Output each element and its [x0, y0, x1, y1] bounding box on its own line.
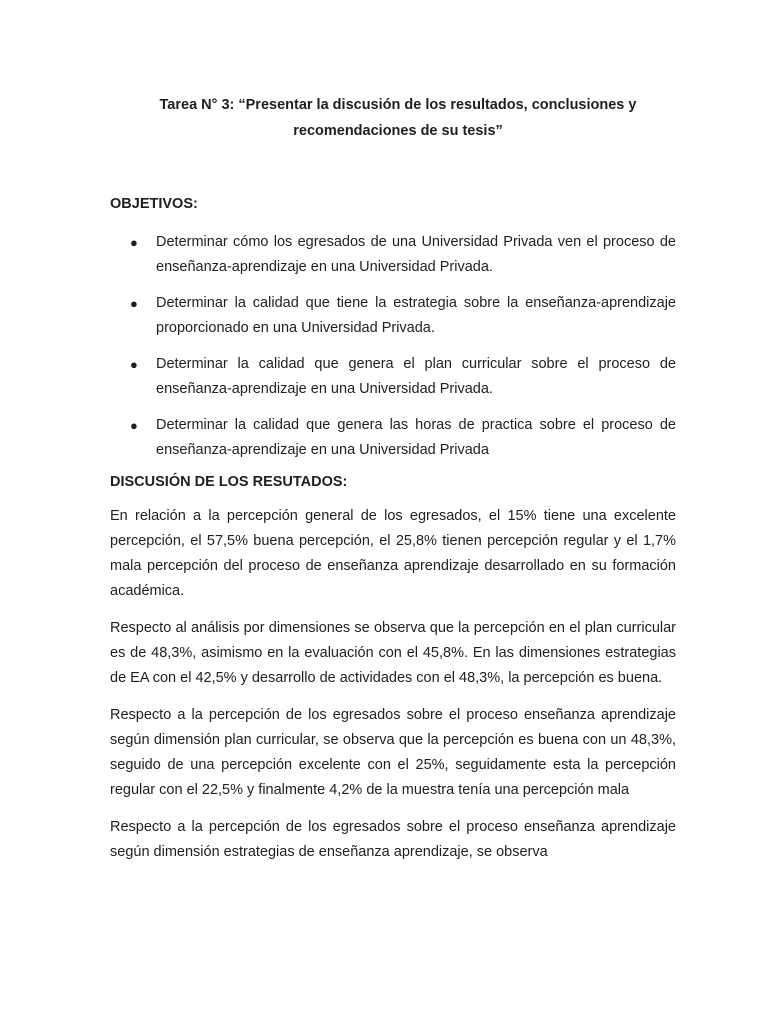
objective-text: Determinar cómo los egresados de una Universidad Privada ven el proceso de enseñanza-aprendizaje en una Universidad Privada. [156, 234, 676, 275]
objectives-list [110, 230, 676, 463]
discussion-paragraph: Respecto a la percepción de los egresados sobre el proceso enseñanza aprendizaje según dimensión plan curricular, se observa que la percepción es buena con un 48,3%, seguido de una percepción excelente con el 25%, seguidamente esta la percepción regular con el 22,5% y finalmente 4,2% de la muestra tenía una percepción mala [110, 707, 676, 798]
objective-item [110, 230, 676, 280]
discussion-paragraph: Respecto al análisis por dimensiones se observa que la percepción en el plan curricular es de 48,3%, asimismo en la evaluación con el 45,8%. En las dimensiones estrategias de EA con el 42,5% y desarrollo de actividades con el 48,3%, la percepción es buena. [110, 620, 676, 686]
discussion-paragraph: Respecto a la percepción de los egresados sobre el proceso enseñanza aprendizaje según dimensión estrategias de enseñanza aprendizaje, se observa [110, 819, 676, 860]
objective-text: Determinar la calidad que genera el plan curricular sobre el proceso de enseñanza-aprendizaje en una Universidad Privada. [156, 356, 676, 397]
objective-item [110, 352, 676, 402]
objectives-heading: OBJETIVOS: [110, 196, 198, 212]
objective-text: Determinar la calidad que tiene la estrategia sobre la enseñanza-aprendizaje proporcionado en una Universidad Privada. [156, 295, 676, 336]
objective-item [110, 291, 676, 341]
bullet-icon: ● [130, 296, 138, 311]
title-line-1: Tarea N° 3: “Presentar la discusión de los resultados, conclusiones y [159, 97, 637, 113]
bullet-icon: ● [130, 357, 138, 372]
document-title [120, 92, 676, 144]
discussion-paragraph: En relación a la percepción general de los egresados, el 15% tiene una excelente percepción, el 57,5% buena percepción, el 25,8% tienen percepción regular y el 1,7% mala percepción del proceso de enseñanza aprendizaje desarrollado en su formación académica. [110, 508, 676, 599]
bullet-icon: ● [130, 418, 138, 433]
bullet-icon: ● [130, 235, 138, 250]
title-line-2: recomendaciones de su tesis” [293, 123, 503, 139]
objective-item [110, 413, 676, 463]
objective-text: Determinar la calidad que genera las horas de practica sobre el proceso de enseñanza-aprendizaje en una Universidad Privada [156, 417, 676, 458]
discussion-heading: DISCUSIÓN DE LOS RESUTADOS: [110, 474, 348, 490]
